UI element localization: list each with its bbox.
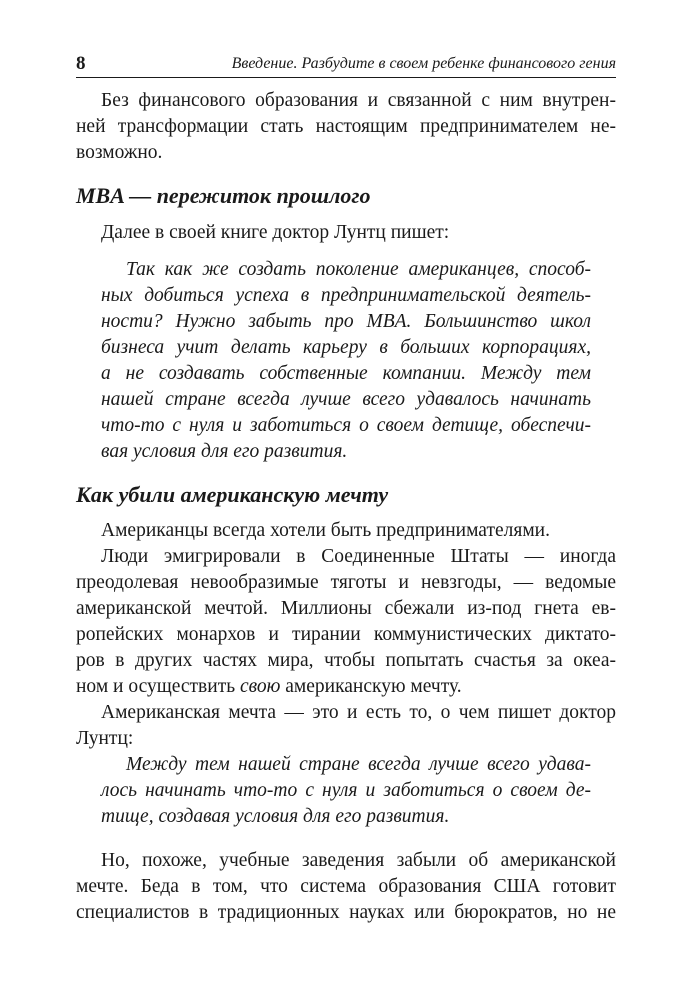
text-line: Без финансового образования и связанной с ним внутрен- (101, 90, 616, 111)
quote-line: что-то с нуля и заботиться о своем детище, обеспечи- (101, 415, 591, 436)
page-number: 8 (76, 53, 86, 74)
text-line: специалистов в традиционных науках или бюрократов, но не (76, 902, 616, 923)
text-line: американской мечтой. Миллионы сбежали из-под гнета ев- (76, 598, 616, 619)
section2-body (76, 518, 616, 752)
quote-line: лось начинать что-то с нуля и заботиться о своем де- (101, 780, 591, 801)
quote-line: Между тем нашей стране всегда лучше всего удава- (126, 754, 591, 775)
text-line: преодолевая невообразимые тяготы и невзгоды, — ведомые (76, 572, 616, 593)
quote-line: бизнеса учит делать карьеру в больших корпорациях, (101, 337, 591, 358)
text-line: мечте. Беда в том, что система образования США готовит (76, 876, 616, 897)
quote-line: вая условия для его развития. (101, 441, 348, 462)
quote-line: Так как же создать поколение американцев, способ- (126, 259, 591, 280)
section-heading-mba: MBA — пережиток прошлого (76, 183, 371, 208)
emphasis-word: свою (240, 676, 281, 697)
text-fragment: ном и осуществить (76, 676, 236, 697)
text-line: ней трансформации стать настоящим предпринимателем не- (76, 116, 616, 137)
intro-paragraph (76, 88, 616, 166)
quote-line: ности? Нужно забыть про MBA. Большинство школ (101, 311, 591, 332)
text-line: возможно. (76, 142, 163, 163)
section1-lead (76, 220, 616, 246)
text-line: Люди эмигрировали в Соединенные Штаты — иногда (101, 546, 616, 567)
quote-line: тище, создавая условия для его развития. (101, 806, 450, 827)
blockquote-luntz-1 (101, 257, 591, 465)
text-line: Но, похоже, учебные заведения забыли об американской (101, 850, 616, 871)
quote-line: а не создавать собственные компании. Между тем (101, 363, 591, 384)
text-line: ропейских монархов и тирании коммунистических диктато- (76, 624, 616, 645)
text-line: ров в других частях мира, чтобы попытать счастья за океа- (76, 650, 616, 671)
closing-paragraph (76, 848, 616, 926)
text-line: Далее в своей книге доктор Лунтц пишет: (101, 222, 450, 243)
text-fragment: американскую мечту. (280, 676, 462, 697)
quote-line: нашей стране всегда лучше всего удавалось начинать (101, 389, 591, 410)
section-heading-dream: Как убили американскую мечту (76, 482, 389, 507)
blockquote-luntz-2 (101, 752, 591, 830)
running-title: Введение. Разбудите в своем ребенке финансового гения (231, 55, 616, 72)
text-line: Американцы всегда хотели быть предпринимателями. (101, 520, 550, 541)
running-header (76, 51, 616, 78)
quote-line: ных добиться успеха в предпринимательской деятель- (101, 285, 591, 306)
text-line: Лунтц: (76, 728, 134, 749)
text-line (76, 674, 616, 700)
text-line: Американская мечта — это и есть то, о чем пишет доктор (101, 702, 616, 723)
